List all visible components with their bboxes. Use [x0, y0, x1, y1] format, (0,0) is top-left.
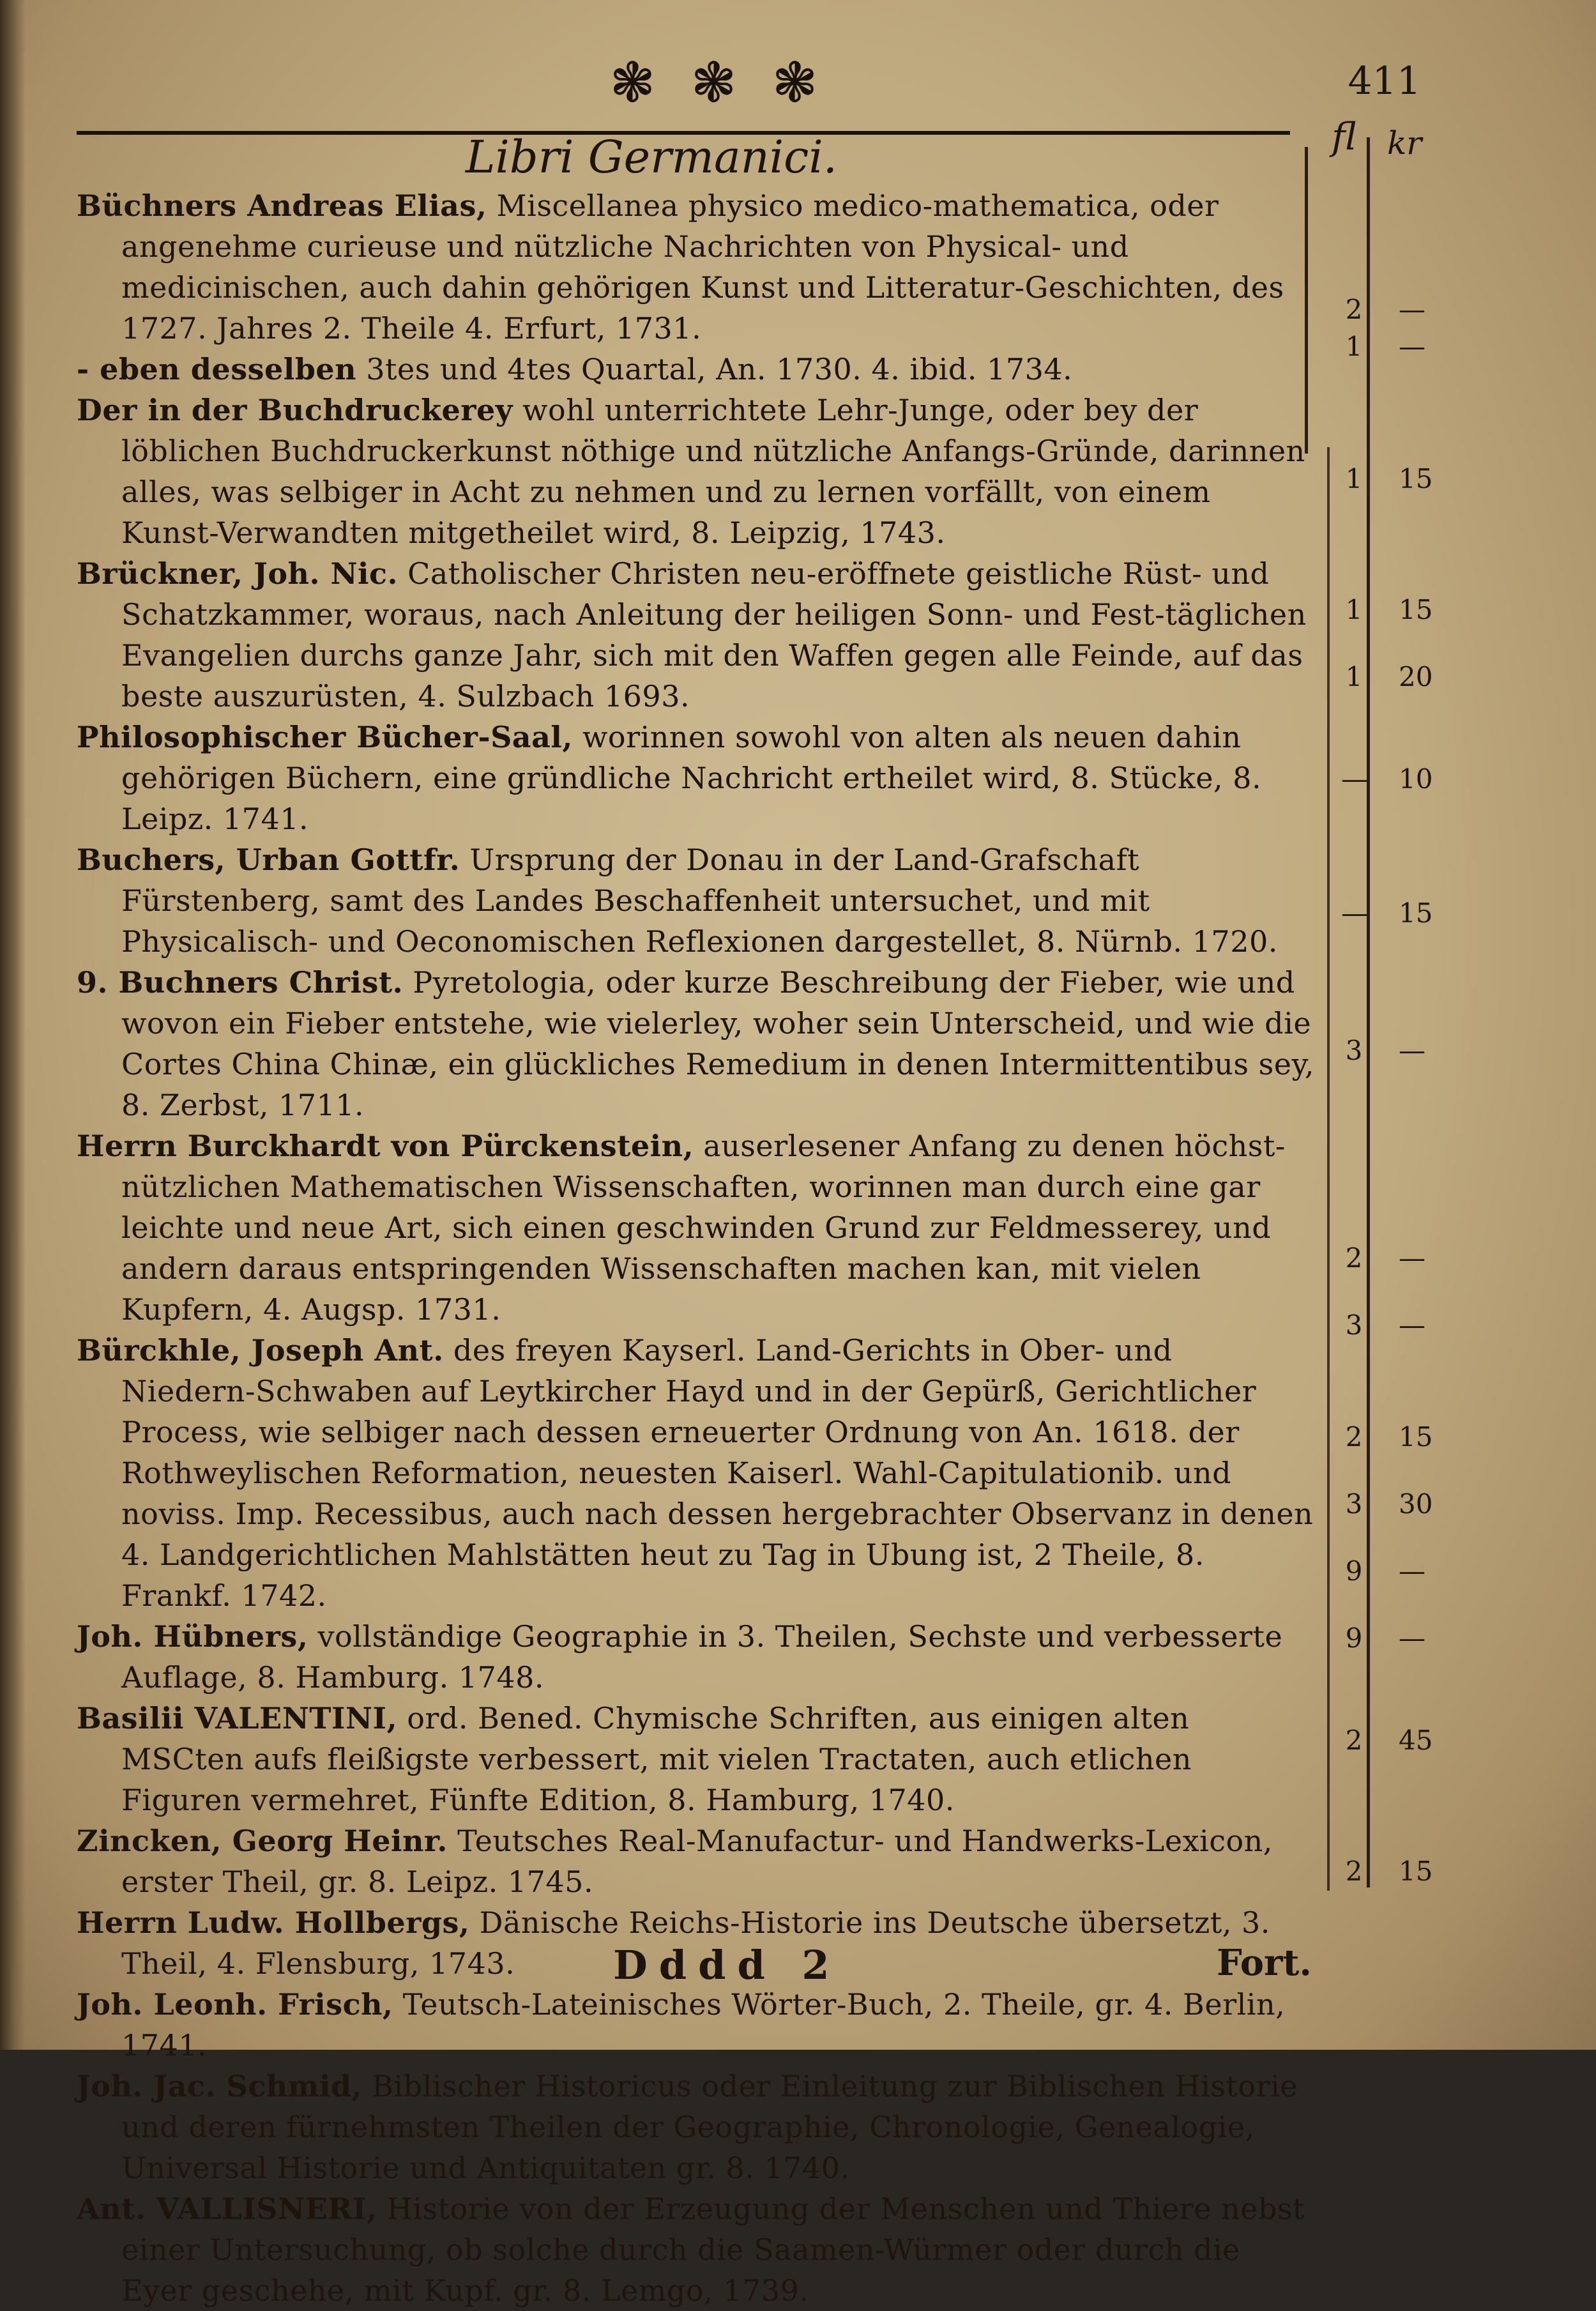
entry-text: Historie von der Erzeugung der Menschen und Thiere nebst einer Untersuchung, ob solche durch die Saamen-Würmer oder durch die Eyer geschehe, mit Kupf. gr. 8. Lemgo, 1739.	[121, 2192, 1305, 2308]
entry-list	[77, 185, 1316, 2311]
price-row	[1303, 294, 1431, 332]
price-fl: 1	[1345, 331, 1363, 362]
price-fl: 2	[1345, 1856, 1363, 1887]
list-item	[77, 2066, 1316, 2188]
price-fl: —	[1341, 763, 1368, 795]
entry-author: Bürckhle, Joseph Ant.	[77, 1333, 444, 1368]
price-row	[1303, 1856, 1431, 1894]
price-kr: —	[1399, 1309, 1425, 1341]
price-kr: 15	[1399, 463, 1433, 494]
list-item	[77, 185, 1316, 349]
price-fl: 1	[1345, 661, 1363, 692]
price-kr: 45	[1399, 1725, 1433, 1756]
price-fl: 1	[1345, 594, 1363, 625]
price-kr: 15	[1399, 1421, 1433, 1453]
price-kr: —	[1399, 1555, 1425, 1587]
price-row	[1303, 1421, 1431, 1460]
entry-author: 9. Buchners Christ.	[77, 965, 404, 1000]
price-kr: —	[1399, 331, 1425, 362]
entry-author: Basilii VALENTINI,	[77, 1701, 398, 1735]
entry-author: Buchers, Urban Gottfr.	[77, 843, 460, 877]
entry-author: Herrn Ludw. Hollbergs,	[77, 1905, 470, 1940]
price-kr: —	[1399, 1242, 1425, 1274]
price-kr: —	[1399, 1622, 1425, 1654]
price-row	[1303, 331, 1431, 369]
price-row	[1303, 1309, 1431, 1348]
list-item	[77, 1698, 1316, 1820]
price-row	[1303, 661, 1431, 699]
list-item	[77, 962, 1316, 1125]
list-item	[77, 390, 1316, 553]
price-fl: 9	[1345, 1622, 1363, 1654]
entry-author: Büchners Andreas Elias,	[77, 188, 487, 223]
entry-text: ord. Bened. Chymische Schriften, aus einigen alten MSCten aufs fleißigste verbessert, mit vielen Tractaten, auch etlichen Figuren vermehret, Fünfte Edition, 8. Hamburg, 1740.	[121, 1701, 1192, 1817]
entry-author: - eben desselben	[77, 352, 357, 386]
price-fl: 2	[1345, 1725, 1363, 1756]
list-item	[77, 1984, 1316, 2066]
price-kr: 15	[1399, 1856, 1433, 1887]
list-item	[77, 1820, 1316, 1902]
price-row	[1303, 1035, 1431, 1073]
signature-mark: Dddd 2	[613, 1942, 841, 1988]
entry-author: Joh. Hübners,	[77, 1619, 308, 1654]
price-kr: 30	[1399, 1488, 1433, 1520]
price-fl: 3	[1345, 1488, 1363, 1520]
entry-text: worinnen sowohl von alten als neuen dahin gehörigen Büchern, eine gründliche Nachricht ertheilet wird, 8. Stücke, 8. Leipz. 1741.	[121, 720, 1262, 836]
entry-author: Joh. Leonh. Frisch,	[77, 1987, 393, 2022]
price-row	[1303, 763, 1431, 802]
price-fl: 9	[1345, 1555, 1363, 1587]
entry-text: Teutsch-Lateinisches Wörter-Buch, 2. Theile, gr. 4. Berlin, 1741.	[121, 1987, 1286, 2063]
column-header-kr: kr	[1387, 125, 1422, 162]
price-row	[1303, 1488, 1431, 1527]
price-fl: 2	[1345, 1421, 1363, 1453]
entry-author: Zincken, Georg Heinr.	[77, 1824, 448, 1858]
entry-text: Catholischer Christen neu-eröffnete geistliche Rüst- und Schatzkammer, woraus, nach Anleitung der heiligen Sonn- und Fest-täglichen Evangelien durchs ganze Jahr, sich mit den Waffen gegen alle Feinde, auf das beste auszurüsten, 4. Sulzbach 1693.	[121, 556, 1307, 713]
list-item	[77, 2188, 1316, 2311]
entry-text: Teutsches Real-Manufactur- und Handwerks-Lexicon, erster Theil, gr. 8. Leipz. 1745.	[121, 1824, 1273, 1899]
entry-author: Der in der Buchdruckerey	[77, 393, 513, 427]
entry-text: auserlesener Anfang zu denen höchst-nützlichen Mathematischen Wissenschaften, worinnen man durch eine gar leichte und neue Art, sich einen geschwinden Grund zur Feldmesserey, und andern daraus entspringenden Wissenschaften machen kan, mit vielen Kupfern, 4. Augsp. 1731.	[121, 1129, 1286, 1327]
entry-author: Brückner, Joh. Nic.	[77, 556, 399, 591]
price-row	[1303, 1622, 1431, 1661]
page-number: 411	[1348, 59, 1421, 103]
entry-text: des freyen Kayserl. Land-Gerichts in Ober- und Niedern-Schwaben auf Leytkircher Hayd und in der Gepürß, Gerichtlicher Process, wie selbiger nach dessen erneuerter Ordnung von An. 1618. der Rothweylischen Reformation, neuesten Kaiserl. Wahl-Capitulationib. und noviss. Imp. Recessibus, auch nach dessen hergebrachter Observanz in denen 4. Landgerichtlichen Mahlstätten heut zu Tag in Ubung ist, 2 Theile, 8. Frankf. 1742.	[121, 1333, 1314, 1613]
price-fl: 1	[1345, 463, 1363, 494]
entry-text: Ursprung der Donau in der Land-Grafschaft Fürstenberg, samt des Landes Beschaffenheit untersuchet, und mit Physicalisch- und Oeconomischen Reflexionen dargestellet, 8. Nürnb. 1720.	[121, 843, 1278, 959]
price-fl: 3	[1345, 1035, 1363, 1066]
list-item	[77, 349, 1316, 390]
price-kr: 20	[1399, 661, 1433, 692]
price-kr: 15	[1399, 897, 1433, 929]
price-fl: 2	[1345, 294, 1363, 325]
entry-author: Ant. VALLISNERI,	[77, 2192, 377, 2226]
price-row	[1303, 594, 1431, 632]
column-header-fl: fl	[1332, 115, 1357, 158]
entry-text: vollständige Geographie in 3. Theilen, Sechste und verbesserte Auflage, 8. Hamburg. 1748.	[121, 1619, 1283, 1695]
price-row	[1303, 1242, 1431, 1281]
entry-text: 3tes und 4tes Quartal, An. 1730. 4. ibid. 1734.	[356, 352, 1073, 386]
page-header	[77, 51, 1421, 121]
entry-text: wohl unterrichtete Lehr-Junge, oder bey der löblichen Buchdruckerkunst nöthige und nützliche Anfangs-Gründe, darinnen alles, was selbiger in Acht zu nehmen und zu lernen vorfällt, von einem Kunst-Verwandten mitgetheilet wird, 8. Leipzig, 1743.	[121, 393, 1305, 550]
section-title: Libri Germanici.	[465, 131, 837, 183]
entry-text: Biblischer Historicus oder Einleitung zur Biblischen Historie und deren fürnehmsten Theilen der Geographie, Chronologie, Genealogie, Universal Historie und Antiquitaten gr. 8. 1740.	[121, 2069, 1298, 2185]
list-item	[77, 553, 1316, 717]
price-row	[1303, 1555, 1431, 1594]
price-kr: —	[1399, 294, 1425, 325]
price-kr: 15	[1399, 594, 1433, 625]
list-item	[77, 1330, 1316, 1616]
price-fl: —	[1341, 897, 1368, 929]
price-kr: —	[1399, 1035, 1425, 1066]
price-row	[1303, 463, 1431, 501]
ornament-icon: ❃❃❃	[609, 51, 853, 115]
price-row	[1303, 1725, 1431, 1763]
entry-text: Dänische Reichs-Historie ins Deutsche übersetzt, 3. Theil, 4. Flensburg, 1743.	[121, 1905, 1270, 1981]
entry-author: Philosophischer Bücher-Saal,	[77, 720, 573, 754]
entry-author: Joh. Jac. Schmid,	[77, 2069, 363, 2103]
entry-author: Herrn Burckhardt von Pürckenstein,	[77, 1129, 694, 1163]
entry-text: Pyretologia, oder kurze Beschreibung der Fieber, wie und wovon ein Fieber entstehe, wie vielerley, woher sein Unterscheid, und wie die Cortes China Chinæ, ein glückliches Remedium in denen Intermittentibus sey, 8. Zerbst, 1711.	[121, 965, 1314, 1122]
price-fl: 2	[1345, 1242, 1363, 1274]
price-fl: 3	[1345, 1309, 1363, 1341]
price-kr: 10	[1399, 763, 1433, 795]
catchword: Fort.	[1217, 1942, 1312, 1984]
entry-text: Miscellanea physico medico-mathematica, oder angenehme curieuse und nützliche Nachrichten von Physical- und medicinischen, auch dahin gehörigen Kunst und Litteratur-Geschichten, des 1727. Jahres 2. Theile 4. Erfurt, 1731.	[121, 188, 1284, 346]
price-row	[1303, 897, 1431, 936]
list-item	[77, 839, 1316, 962]
list-item	[77, 1616, 1316, 1698]
list-item	[77, 717, 1316, 839]
list-item	[77, 1125, 1316, 1330]
